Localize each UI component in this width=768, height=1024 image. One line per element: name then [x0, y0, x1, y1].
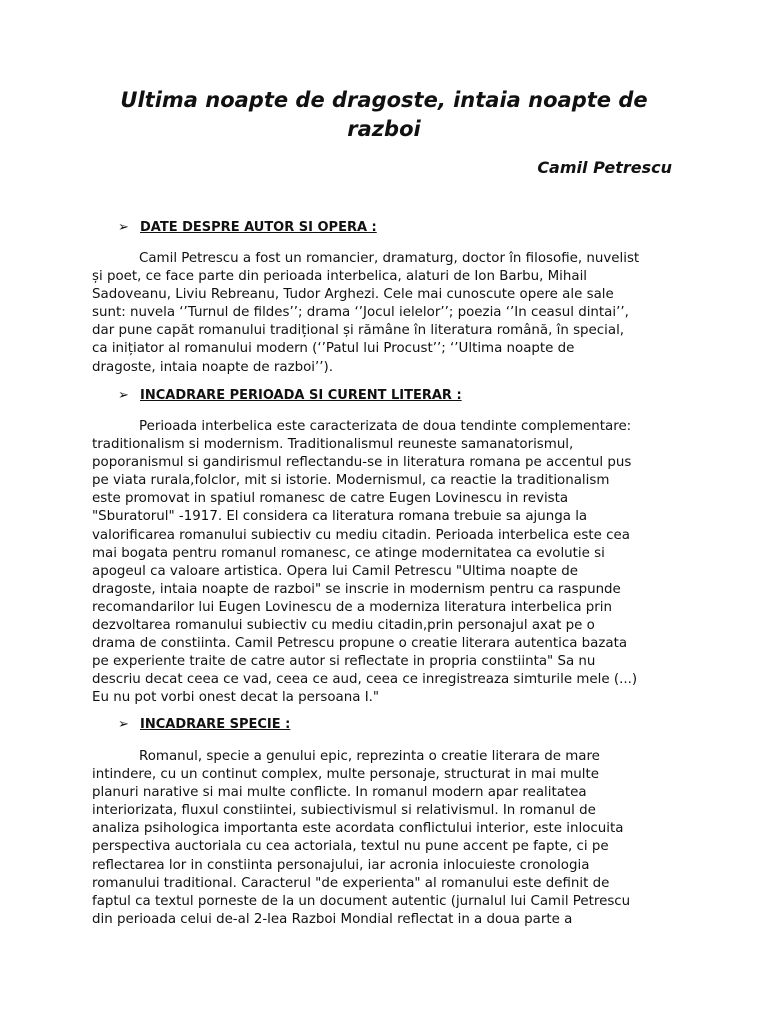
paragraph-autor: [92, 250, 674, 377]
arrow-bullet-icon: ➢: [118, 388, 129, 403]
text-line: poporanismul si gandirismul reflectandu-se in literatura romana pe accentul pus: [92, 455, 632, 471]
text-line: planuri narative si mai multe conflicte. In romanul modern apar realitatea: [92, 785, 587, 801]
text-line: dragoste, intaia noapte de razboi" se inscrie in modernism pentru ca raspunde: [92, 581, 621, 597]
text-line: pe viata rurala,folclor, mit si istorie. Modernismul, ca reactie la traditionalism: [92, 473, 610, 489]
text-line: analiza psihologica importanta este acordata conflictului interior, este inlocuita: [92, 821, 624, 837]
text-line: valorificarea romanului subiectiv cu mediu citadin. Perioada interbelica este cea: [92, 527, 630, 543]
author-name: Camil Petrescu: [537, 158, 672, 177]
section-heading-perioada: [118, 388, 462, 403]
text-line: recomandarilor lui Eugen Lovinescu de a moderniza literatura interbelica prin: [92, 599, 612, 615]
text-line: Romanul, specie a genului epic, reprezinta o creatie literara de mare: [139, 749, 600, 764]
text-line: Perioada interbelica este caracterizata de doua tendinte complementare:: [139, 419, 632, 434]
section-heading-autor: [118, 220, 377, 235]
paragraph-perioada: [92, 418, 674, 708]
text-line: mai bogata pentru romanul romanesc, ce atinge modernitatea ca evolutie si: [92, 545, 605, 561]
text-line: sunt: nuvela ‘’Turnul de fildes’’; drama ‘’Jocul ielelor’’; poezia ‘’In ceasul dintai’’,: [92, 305, 629, 321]
text-line: dragoste, intaia noapte de razboi’’).: [92, 359, 333, 375]
section-heading-text: INCADRARE SPECIE :: [140, 717, 291, 732]
section-heading-text: INCADRARE PERIOADA SI CURENT LITERAR :: [140, 388, 462, 403]
document-title: Ultima noapte de dragoste, intaia noapte de razboi: [120, 88, 648, 141]
text-line: Eu nu pot vorbi onest decat la persoana I.": [92, 690, 380, 706]
arrow-bullet-icon: ➢: [118, 717, 129, 732]
text-line: Camil Petrescu a fost un romancier, dramaturg, doctor în filosofie, nuvelist: [139, 251, 640, 266]
text-line: perspectiva auctoriala cu cea actoriala, textul nu pune accent pe fapte, ci pe: [92, 839, 609, 855]
text-line: ca inițiator al romanului modern (‘’Patul lui Procust’’; ‘’Ultima noapte de: [92, 341, 575, 357]
text-line: faptul ca textul porneste de la un document autentic (jurnalul lui Camil Petrescu: [92, 893, 631, 909]
paragraph-specie: [92, 748, 674, 929]
text-line: apogeul ca valoare artistica. Opera lui Camil Petrescu "Ultima noapte de: [92, 563, 578, 579]
text-line: dezvoltarea romanului subiectiv cu mediu citadin,prin personajul axat pe o: [92, 618, 595, 634]
text-line: intindere, cu un continut complex, multe personaje, structurat in mai multe: [92, 767, 599, 783]
text-line: romanului traditional. Caracterul "de experienta" al romanului este definit de: [92, 875, 610, 891]
section-heading-text: DATE DESPRE AUTOR SI OPERA :: [140, 220, 377, 235]
text-line: drama de constiinta. Camil Petrescu propune o creatie literara autentica bazata: [92, 636, 628, 652]
section-heading-specie: [118, 717, 290, 732]
text-line: descriu decat ceea ce vad, ceea ce aud, ceea ce inregistreaza simturile mele (...): [92, 672, 638, 688]
text-line: Sadoveanu, Liviu Rebreanu, Tudor Arghezi. Cele mai cunoscute opere ale sale: [92, 287, 614, 303]
text-line: traditionalism si modernism. Traditionalismul reuneste samanatorismul,: [92, 437, 574, 453]
text-line: reflectarea lor in constiinta personajului, iar acronia inlocuieste cronologia: [92, 857, 590, 873]
text-line: este promovat in spatiul romanesc de catre Eugen Lovinescu in revista: [92, 491, 569, 507]
text-line: pe experiente traite de catre autor si reflectate in propria constiinta" Sa nu: [92, 654, 596, 670]
arrow-bullet-icon: ➢: [118, 220, 129, 235]
text-line: interiorizata, fluxul constiintei, subiectivismul si relativismul. In romanul de: [92, 803, 596, 819]
text-line: "Sburatorul" -1917. El considera ca literatura romana trebuie sa ajunga la: [92, 509, 588, 525]
text-line: din perioada celui de-al 2-lea Razboi Mondial reflectat in a doua parte a: [92, 911, 573, 927]
text-line: dar pune capăt romanului tradițional și rămâne în literatura română, în special,: [92, 323, 625, 339]
text-line: și poet, ce face parte din perioada interbelica, alaturi de Ion Barbu, Mihail: [92, 269, 588, 285]
